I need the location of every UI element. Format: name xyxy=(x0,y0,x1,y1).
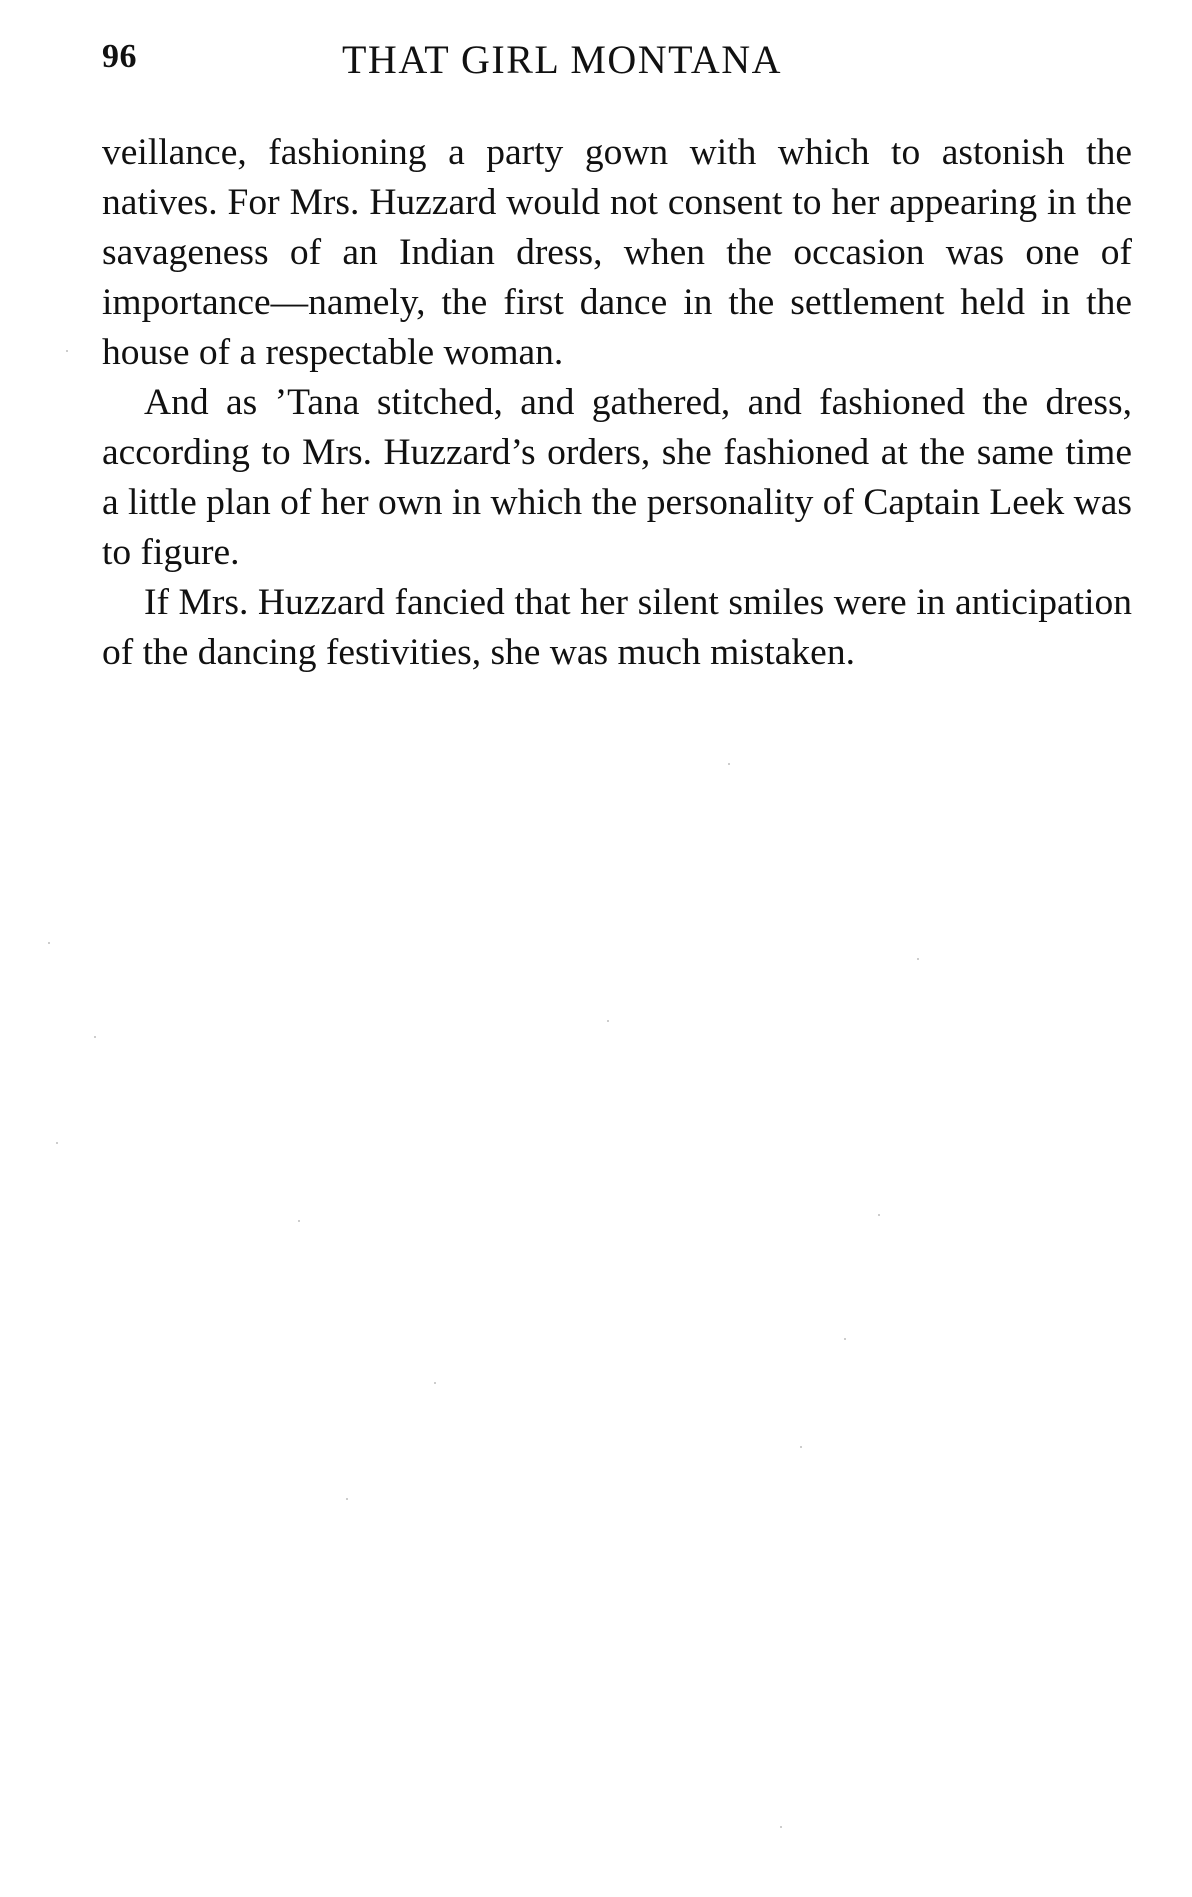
scan-speck xyxy=(607,1020,609,1022)
scan-speck xyxy=(298,1220,300,1222)
scan-speck xyxy=(56,1142,58,1144)
scan-speck xyxy=(844,1338,846,1340)
scan-speck xyxy=(780,1826,782,1828)
paragraph-3: If Mrs. Huzzard fancied that her silent smiles were in anticipation of the dancing festivities, she was much mistaken. xyxy=(102,582,1132,673)
scan-speck xyxy=(346,1498,348,1500)
scan-speck xyxy=(800,1446,802,1448)
scan-speck xyxy=(878,1214,880,1216)
scan-speck xyxy=(917,958,919,960)
page-number: 96 xyxy=(102,38,137,75)
running-title: THAT GIRL MONTANA xyxy=(342,37,783,82)
page-header xyxy=(102,32,1132,92)
scan-speck xyxy=(66,350,68,352)
paragraph-1: veillance, fashioning a party gown with which to astonish the natives. For Mrs. Huzzard would not consent to her appearing in the savageness of an Indian dress, when the occasion was one of importance—namely, the first dance in the settlement held in the house of a respectable woman. xyxy=(102,132,1132,373)
scan-speck xyxy=(48,942,50,944)
paragraph-2: And as ’Tana stitched, and gathered, and fashioned the dress, according to Mrs. Huzzard’s orders, she fashioned at the same time a little plan of her own in which the personality of Captain Leek was to figure. xyxy=(102,382,1132,573)
scan-speck xyxy=(728,763,730,765)
scan-speck xyxy=(94,1036,96,1038)
scan-speck xyxy=(434,1382,436,1384)
body-text xyxy=(102,128,1132,678)
